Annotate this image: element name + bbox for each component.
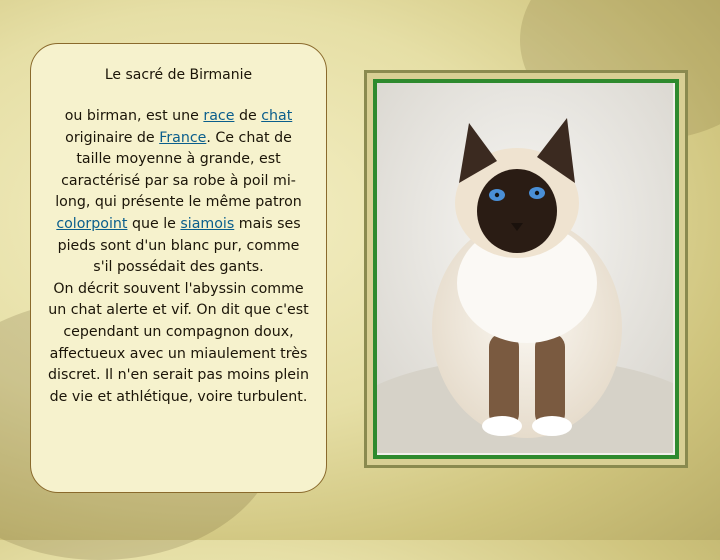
panel-title: Le sacré de Birmanie xyxy=(104,67,253,83)
text-segment: de xyxy=(234,108,262,124)
text-segment: que le xyxy=(127,215,181,232)
birman-cat-illustration xyxy=(377,83,673,453)
description-text xyxy=(47,106,310,408)
link-siamois[interactable]: siamois xyxy=(180,215,235,232)
text-segment: originaire de xyxy=(65,129,160,146)
text-segment: ou birman, est une xyxy=(64,108,204,124)
link-colorpoint[interactable]: colorpoint xyxy=(56,215,128,232)
link-france[interactable]: France xyxy=(159,129,207,146)
photo-frame xyxy=(364,70,688,468)
text-segment: mais ses pieds sont d'un blanc pur, comme s'il possédait des gants. xyxy=(57,215,301,276)
text-segment: . Ce chat de taille moyenne à grande, est caractérisé par sa robe à poil mi-long, qui présente le même patron xyxy=(55,129,302,211)
link-race[interactable]: race xyxy=(203,108,235,124)
description-panel xyxy=(30,43,327,493)
link-chat[interactable]: chat xyxy=(261,108,293,124)
cat-photo xyxy=(373,79,679,459)
text-segment: On décrit souvent l'abyssin comme un chat alerte et vif. On dit que c'est cependant un compagnon doux, affectueux avec un miaulement très discret. Il n'en serait pas moins plein de vie et athlétique, voire turbulent. xyxy=(48,280,309,405)
